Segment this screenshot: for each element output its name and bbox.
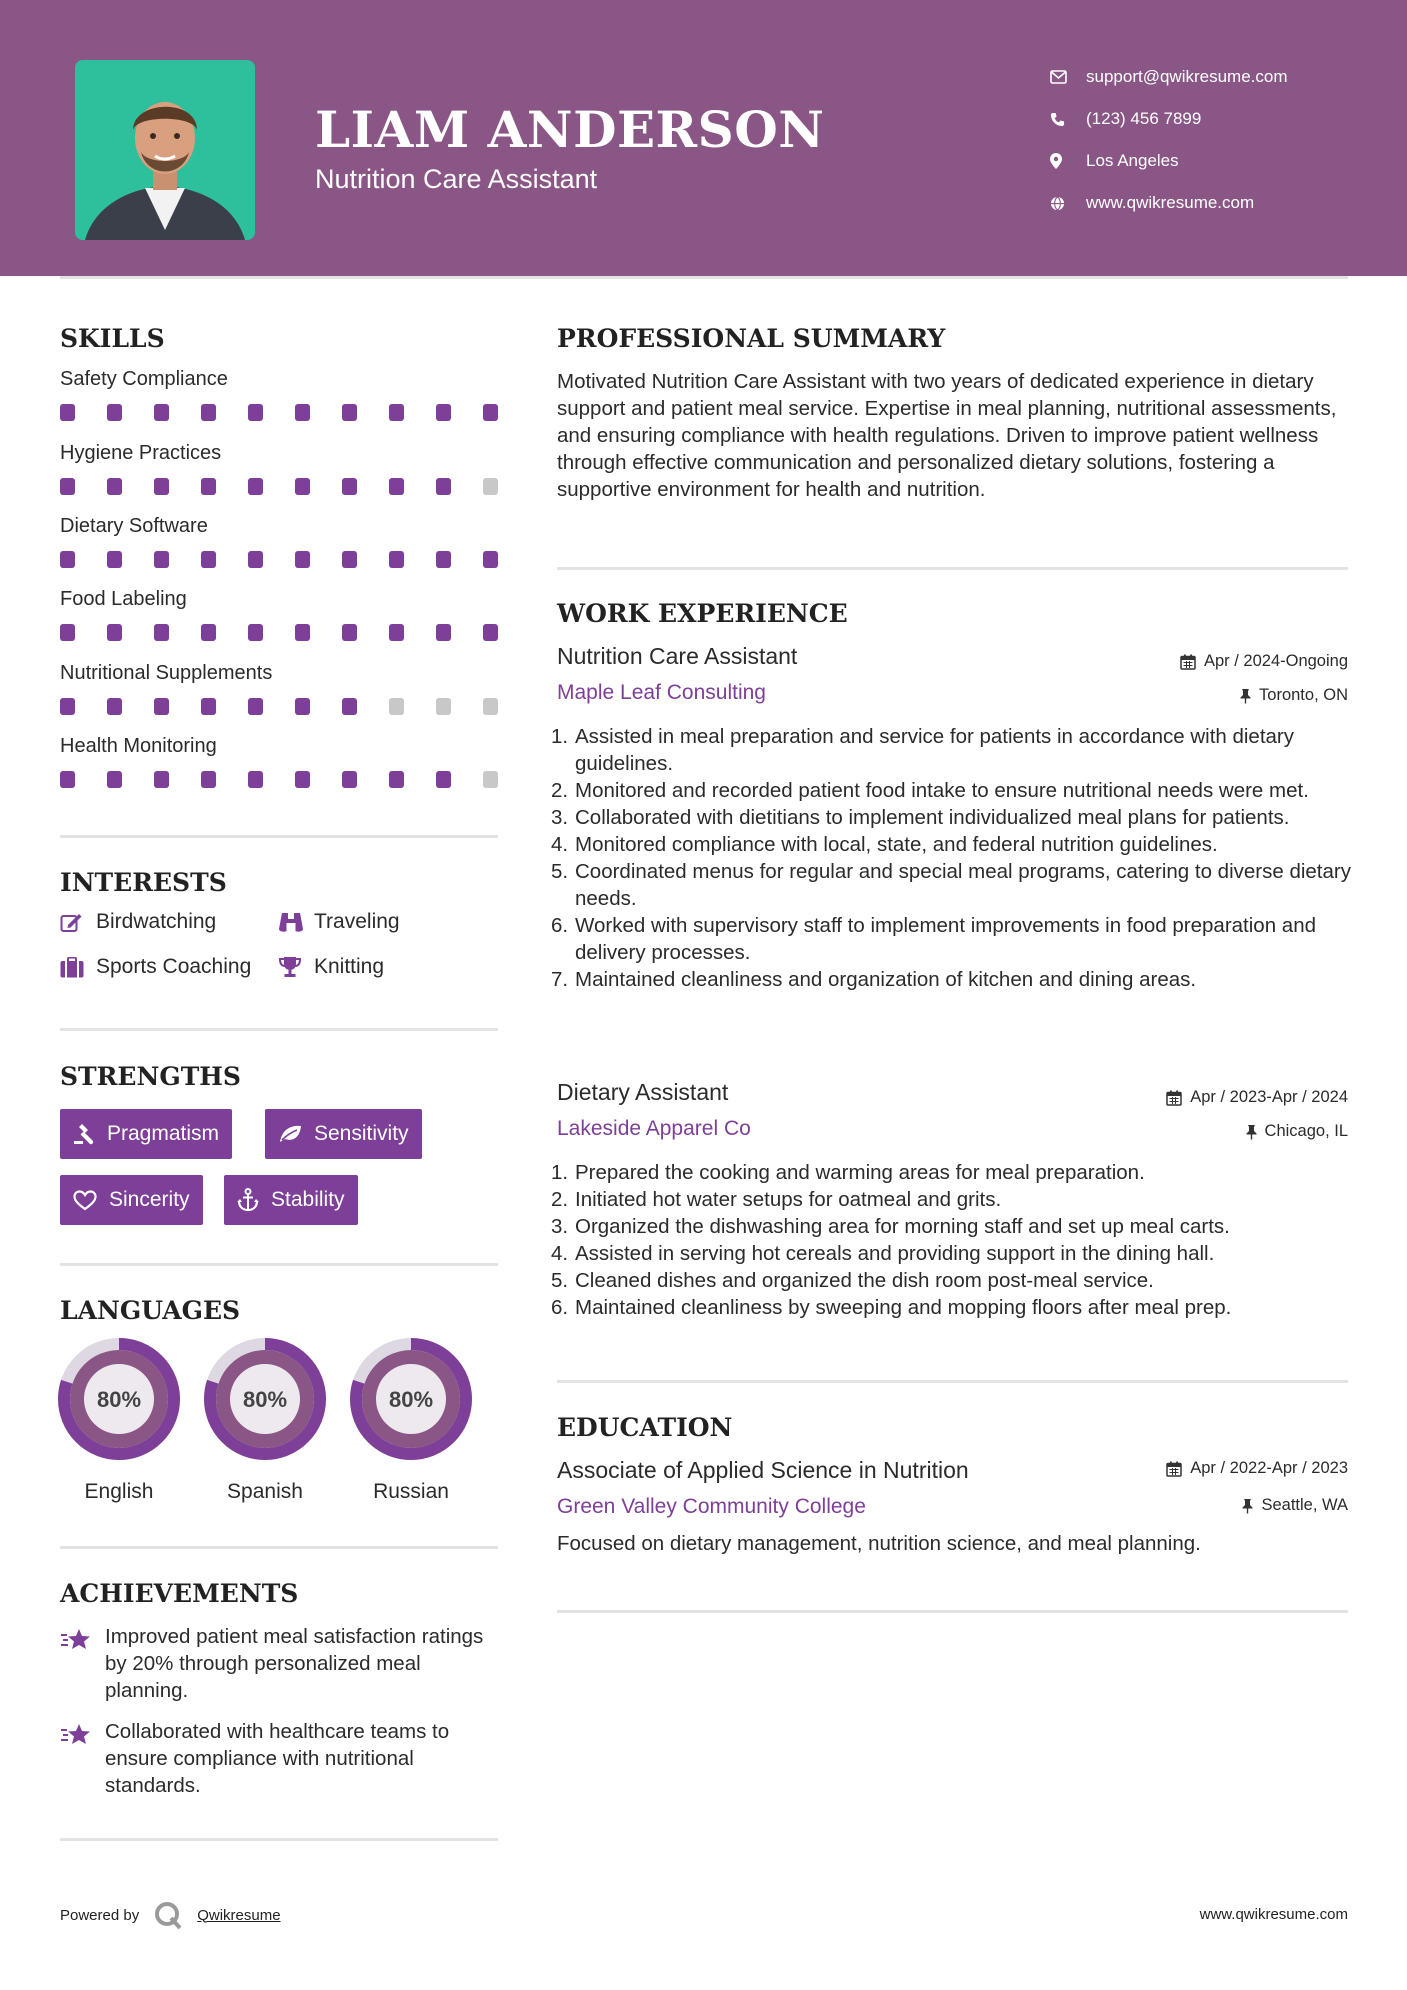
skill-dot xyxy=(342,698,357,715)
skill-dot xyxy=(483,698,498,715)
skill-dot xyxy=(342,404,357,421)
section-divider xyxy=(60,1546,498,1549)
skill-dot xyxy=(436,551,451,568)
skill-dot xyxy=(60,771,75,788)
skill-dot xyxy=(201,624,216,641)
job-title: Nutrition Care Assistant xyxy=(557,643,798,669)
skill-dot xyxy=(389,771,404,788)
skill-dot xyxy=(107,624,122,641)
education-location-text: Seattle, WA xyxy=(1261,1496,1348,1514)
experience-title: WORK EXPERIENCE xyxy=(557,599,848,628)
job-title: Dietary Assistant xyxy=(557,1079,729,1105)
footer-powered-by xyxy=(60,1900,281,1930)
section-divider xyxy=(557,1380,1348,1383)
strength-badge xyxy=(265,1109,422,1159)
achievements-title: ACHIEVEMENTS xyxy=(60,1579,299,1608)
calendar-icon xyxy=(1166,1090,1182,1106)
duty-item: 4. Assisted in serving hot cereals and providing support in the dining hall. xyxy=(551,1242,1215,1265)
skill-dot xyxy=(60,404,75,421)
languages-title: LANGUAGES xyxy=(60,1296,241,1325)
job-duties xyxy=(551,723,1351,993)
duty-item: 6. Maintained cleanliness by sweeping and mopping floors after meal prep. xyxy=(551,1296,1232,1319)
job-location xyxy=(1246,1122,1348,1141)
qwikresume-link[interactable]: Qwikresume xyxy=(197,1906,281,1924)
skill-dot xyxy=(248,551,263,568)
skill-dot xyxy=(436,404,451,421)
candidate-role: Nutrition Care Assistant xyxy=(315,164,598,194)
pushpin-icon xyxy=(1246,1124,1257,1140)
job-location-text: Toronto, ON xyxy=(1259,686,1348,704)
skill-dot xyxy=(295,698,310,715)
education-description: Focused on dietary management, nutrition science, and meal planning. xyxy=(557,1532,1201,1555)
contact-phone[interactable] xyxy=(1050,98,1288,140)
duty-item: 5. Coordinated menus for regular and special meal programs, catering to diverse dietary needs. xyxy=(551,860,1351,910)
skill-dot xyxy=(436,698,451,715)
strength-label: Stability xyxy=(271,1188,345,1211)
job-location-text: Chicago, IL xyxy=(1264,1122,1348,1140)
interest-item xyxy=(60,955,251,979)
skill-dot xyxy=(389,478,404,495)
binoculars-icon xyxy=(278,911,314,933)
skill-rating xyxy=(60,478,500,500)
skill-dot xyxy=(60,624,75,641)
achievement-text: Improved patient meal satisfaction ratings by 20% through personalized meal planning. xyxy=(105,1625,484,1702)
duty-item: 2. Initiated hot water setups for oatmeal and grits. xyxy=(551,1188,1002,1211)
achievement-item xyxy=(60,1718,500,1799)
duty-item: 4. Monitored compliance with local, state, and federal nutrition guidelines. xyxy=(551,833,1218,856)
skill-dot xyxy=(201,478,216,495)
candidate-name: LIAM ANDERSON xyxy=(315,100,825,159)
job-location xyxy=(1240,686,1348,705)
duty-item: 1. Prepared the cooking and warming areas for meal preparation. xyxy=(551,1161,1145,1184)
job-duties xyxy=(551,1159,1351,1321)
pen-square-icon xyxy=(60,912,96,933)
skill-dot xyxy=(107,478,122,495)
skill-dot xyxy=(389,698,404,715)
skill-dot xyxy=(154,478,169,495)
strength-label: Sincerity xyxy=(109,1188,190,1211)
section-divider xyxy=(60,835,498,838)
job-company: Maple Leaf Consulting xyxy=(557,681,766,704)
skill-item xyxy=(60,515,500,573)
interest-label: Traveling xyxy=(314,910,400,933)
skill-dot xyxy=(154,404,169,421)
strength-badge xyxy=(224,1175,358,1225)
education-location xyxy=(1242,1496,1348,1515)
duty-item: 3. Collaborated with dietitians to implement individualized meal plans for patients. xyxy=(551,806,1290,829)
leaf-icon xyxy=(278,1124,302,1144)
header-divider xyxy=(60,276,1348,279)
education-date xyxy=(1166,1459,1348,1478)
skill-rating xyxy=(60,698,500,720)
suitcase-icon xyxy=(60,957,96,978)
skill-dot xyxy=(389,404,404,421)
skill-dot xyxy=(436,771,451,788)
skill-dot xyxy=(295,624,310,641)
skill-name: Food Labeling xyxy=(60,588,187,610)
skill-dot xyxy=(389,551,404,568)
skill-item xyxy=(60,588,500,646)
education-school: Green Valley Community College xyxy=(557,1495,866,1518)
skill-dot xyxy=(107,551,122,568)
skill-dot xyxy=(201,771,216,788)
duty-item: 6. Worked with supervisory staff to implement improvements in food preparation and delivery processes. xyxy=(551,914,1317,964)
job-date xyxy=(1180,652,1348,671)
language-item xyxy=(203,1337,327,1504)
location-pin-icon xyxy=(1050,153,1086,169)
duty-item: 1. Assisted in meal preparation and service for patients in accordance with dietary guidelines. xyxy=(551,725,1295,775)
interests-title: INTERESTS xyxy=(60,868,227,897)
skill-dot xyxy=(483,551,498,568)
strength-badge xyxy=(60,1109,232,1159)
skill-dot xyxy=(154,624,169,641)
powered-by-text: Powered by xyxy=(60,1906,140,1924)
skill-dot xyxy=(389,624,404,641)
skill-dot xyxy=(201,698,216,715)
footer-website[interactable]: www.qwikresume.com xyxy=(1199,1906,1348,1923)
job-date xyxy=(1166,1088,1348,1107)
skill-dot xyxy=(60,698,75,715)
strength-badge xyxy=(60,1175,203,1225)
language-name: Spanish xyxy=(227,1480,303,1503)
duty-item: 2. Monitored and recorded patient food intake to ensure nutritional needs were met. xyxy=(551,779,1309,802)
duty-item: 3. Organized the dishwashing area for morning staff and set up meal carts. xyxy=(551,1215,1230,1238)
skill-rating xyxy=(60,771,500,793)
skill-dot xyxy=(342,551,357,568)
contact-email[interactable] xyxy=(1050,56,1288,98)
section-divider xyxy=(60,1263,498,1266)
skill-dot xyxy=(154,698,169,715)
skill-dot xyxy=(107,698,122,715)
skill-dot xyxy=(483,478,498,495)
interest-label: Knitting xyxy=(314,955,385,978)
pushpin-icon xyxy=(1242,1498,1253,1514)
contact-phone-text: (123) 456 7899 xyxy=(1086,109,1202,128)
person-portrait-icon xyxy=(75,60,255,240)
skill-dot xyxy=(436,478,451,495)
globe-icon xyxy=(1050,196,1086,211)
skill-name: Health Monitoring xyxy=(60,735,217,757)
skill-dot xyxy=(248,478,263,495)
anchor-icon xyxy=(237,1188,259,1212)
skill-dot xyxy=(154,551,169,568)
skill-dot xyxy=(295,404,310,421)
education-date-text: Apr / 2022-Apr / 2023 xyxy=(1190,1459,1348,1477)
language-item xyxy=(57,1337,181,1504)
skill-dot xyxy=(483,771,498,788)
contact-email-text: support@qwikresume.com xyxy=(1086,67,1288,86)
star-badge-icon xyxy=(60,1718,105,1799)
language-percent: 80% xyxy=(242,1387,288,1412)
section-divider xyxy=(557,567,1348,570)
skill-dot xyxy=(295,551,310,568)
contact-website[interactable] xyxy=(1050,182,1288,224)
interest-item xyxy=(278,955,384,979)
skill-item xyxy=(60,368,500,426)
skill-dot xyxy=(483,624,498,641)
profile-photo xyxy=(75,60,255,240)
strengths-title: STRENGTHS xyxy=(60,1062,241,1091)
achievement-item xyxy=(60,1623,500,1704)
strength-label: Pragmatism xyxy=(107,1122,220,1145)
strength-label: Sensitivity xyxy=(314,1122,409,1145)
language-percent: 80% xyxy=(96,1387,142,1412)
skill-dot xyxy=(201,404,216,421)
skill-dot xyxy=(107,404,122,421)
skill-item xyxy=(60,442,500,500)
summary-text: Motivated Nutrition Care Assistant with two years of dedicated experience in dietary support and patient meal service. Expertise in meal planning, nutritional assessments, and ensuring compliance with health regulations. Driven to improve patient wellness through effective communication and personalized dietary solutions, fostering a supportive environment for health and nutrition. xyxy=(557,370,1337,501)
skill-item xyxy=(60,662,500,720)
skill-dot xyxy=(342,478,357,495)
skill-dot xyxy=(201,551,216,568)
contact-list xyxy=(1050,56,1288,224)
skill-dot xyxy=(248,698,263,715)
skill-rating xyxy=(60,551,500,573)
summary-title: PROFESSIONAL SUMMARY xyxy=(557,324,946,353)
achievement-text: Collaborated with healthcare teams to ensure compliance with nutritional standards. xyxy=(105,1720,450,1797)
skill-name: Safety Compliance xyxy=(60,368,228,390)
skill-rating xyxy=(60,404,500,426)
education-degree: Associate of Applied Science in Nutrition xyxy=(557,1457,969,1483)
contact-website-text: www.qwikresume.com xyxy=(1086,193,1255,212)
skill-dot xyxy=(342,771,357,788)
skill-dot xyxy=(107,771,122,788)
trophy-icon xyxy=(278,956,314,978)
star-badge-icon xyxy=(60,1623,105,1704)
calendar-icon xyxy=(1166,1461,1182,1477)
skill-dot xyxy=(60,551,75,568)
language-ring xyxy=(57,1337,181,1461)
interest-item xyxy=(60,910,216,934)
skill-dot xyxy=(342,624,357,641)
interest-item xyxy=(278,910,400,934)
qwikresume-logo-icon xyxy=(153,1900,183,1930)
contact-location-text: Los Angeles xyxy=(1086,151,1179,170)
skill-rating xyxy=(60,624,500,646)
pushpin-icon xyxy=(1240,688,1251,704)
skill-name: Hygiene Practices xyxy=(60,442,222,464)
envelope-icon xyxy=(1050,70,1086,84)
skill-dot xyxy=(483,404,498,421)
education-title: EDUCATION xyxy=(557,1413,733,1442)
skills-title: SKILLS xyxy=(60,324,165,353)
job-company: Lakeside Apparel Co xyxy=(557,1117,751,1140)
skill-name: Nutritional Supplements xyxy=(60,662,273,684)
job-date-text: Apr / 2024-Ongoing xyxy=(1203,652,1348,670)
section-divider xyxy=(60,1838,498,1841)
job-date-text: Apr / 2023-Apr / 2024 xyxy=(1190,1088,1348,1106)
skill-item xyxy=(60,735,500,793)
duty-item: 5. Cleaned dishes and organized the dish room post-meal service. xyxy=(551,1269,1154,1292)
skill-dot xyxy=(60,478,75,495)
skill-dot xyxy=(248,624,263,641)
interest-label: Birdwatching xyxy=(96,910,217,933)
skill-dot xyxy=(295,771,310,788)
heart-icon xyxy=(73,1190,97,1211)
language-name: English xyxy=(84,1480,154,1503)
language-ring xyxy=(349,1337,473,1461)
duty-item: 7. Maintained cleanliness and organization of kitchen and dining areas. xyxy=(551,968,1197,991)
calendar-icon xyxy=(1180,654,1196,670)
skill-dot xyxy=(154,771,169,788)
language-ring xyxy=(203,1337,327,1461)
skill-dot xyxy=(248,404,263,421)
phone-icon xyxy=(1050,112,1086,127)
section-divider xyxy=(557,1610,1348,1613)
skill-dot xyxy=(436,624,451,641)
gavel-icon xyxy=(73,1123,95,1145)
language-name: Russian xyxy=(373,1480,449,1503)
section-divider xyxy=(60,1028,498,1031)
interest-label: Sports Coaching xyxy=(96,955,252,978)
language-percent: 80% xyxy=(388,1387,434,1412)
skill-name: Dietary Software xyxy=(60,515,208,537)
skill-dot xyxy=(248,771,263,788)
resume-header xyxy=(0,0,1407,276)
language-item xyxy=(349,1337,473,1504)
skill-dot xyxy=(295,478,310,495)
contact-location xyxy=(1050,140,1288,182)
